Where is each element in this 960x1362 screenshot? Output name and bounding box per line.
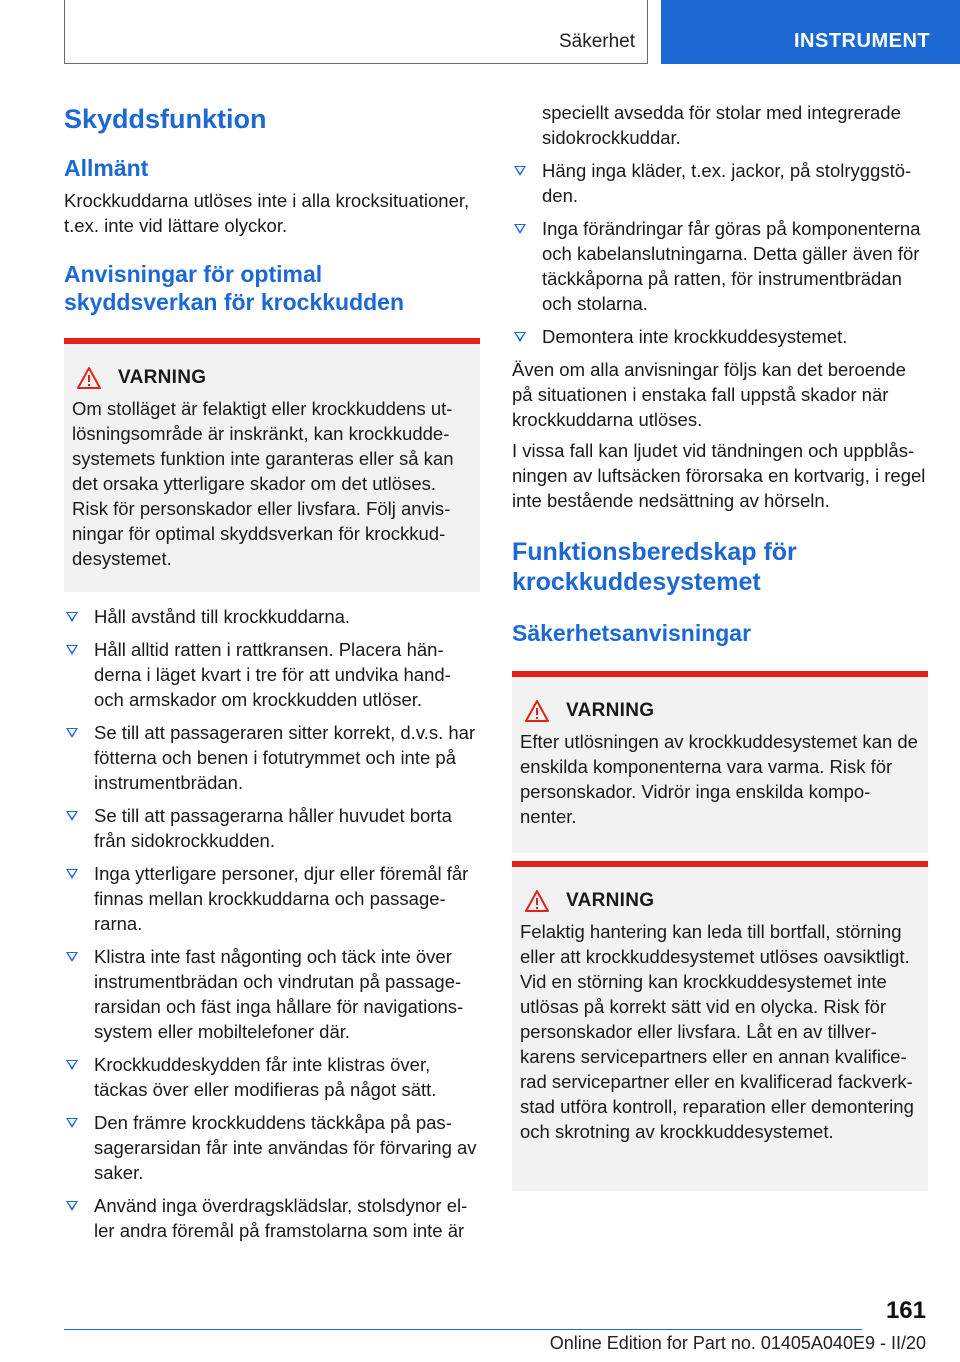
warning-box (512, 861, 928, 1191)
header-tab[interactable] (661, 0, 960, 64)
list-item: Häng inga kläder, t.ex. jackor, på stolryggstöden. (512, 158, 928, 208)
warning-text: Efter utlösningen av krockkuddesystemet kan de enskilda komponenterna vara varma. Risk för personskador. Vidrör inga enskilda komponenter. (520, 731, 918, 827)
footer-divider (64, 1329, 862, 1330)
list-item: Inga ytterligare personer, djur eller föremål får finnas mellan krockkuddarna och passagerarna. (64, 861, 480, 936)
bullet-triangle-icon (514, 166, 526, 176)
instruction-list-continued (512, 158, 928, 349)
right-column (512, 100, 928, 1191)
warning-header (520, 889, 920, 913)
subsection-title-instructions: Anvisningar för optimal skyddsverkan för krockkudden (64, 261, 405, 315)
paragraph-noise: I vissa fall kan ljudet vid tändningen och uppblåsningen av luftsäcken förorsaka en kortvarig, i regel inte bestående nedsättning av hörseln. (512, 440, 926, 511)
bullet-triangle-icon (66, 612, 78, 622)
list-item: Den främre krockkuddens täckkåpa på passagerarsidan får inte användas för förvaring av saker. (64, 1110, 480, 1185)
footer-edition: Online Edition for Part no. 01405A040E9 - II/20 (549, 1333, 926, 1353)
subsection-title-safety: Säkerhetsanvisningar (512, 620, 752, 646)
warning-triangle-icon (76, 366, 102, 390)
bullet-triangle-icon (66, 728, 78, 738)
warning-triangle-icon (524, 889, 550, 913)
list-continuation: speciellt avsedda för stolar med integrerade sidokrockkuddar. (542, 102, 901, 148)
warning-title: VARNING (566, 700, 655, 721)
header-section-box (64, 0, 648, 64)
list-item: Inga förändringar får göras på komponenterna och kabelanslutningarna. Detta gäller även för täckkåporna på ratten, för instrumentbrädan och stolarna. (512, 216, 928, 316)
warning-title: VARNING (566, 890, 655, 911)
subsection-title-general: Allmänt (64, 155, 149, 181)
list-item: Använd inga överdragsklädslar, stolsdynor eller andra föremål på framstolarna som inte är (64, 1193, 480, 1243)
list-item: Håll alltid ratten i rattkransen. Placera händerna i läget kvart i tre för att undvika hand- och armskador om krockkudden utlöser. (64, 637, 480, 712)
warning-header (72, 366, 472, 390)
warning-box (512, 671, 928, 853)
warning-text: Felaktig hantering kan leda till bortfall, störning eller att krockkuddesystemet utlöses oavsiktligt. Vid en störning kan krockkuddesystemet inte utlösas på korrekt sätt vid en olycka. Risk för personskador eller livsfara. Låt en av tillverkarens servicepartners eller en annan kvalificerad servicepartner eller en kvalificerad fackverkstad utföra kontroll, reparation eller demontering och skrotning av krockkuddesystemet. (520, 921, 914, 1142)
bullet-triangle-icon (66, 869, 78, 879)
bullet-triangle-icon (66, 1201, 78, 1211)
left-column (64, 100, 480, 1251)
warning-box (64, 338, 480, 592)
bullet-triangle-icon (66, 645, 78, 655)
paragraph-general: Krockkuddarna utlöses inte i alla krocksituationer, t.ex. inte vid lättare olyckor. (64, 190, 470, 236)
list-item: Krockkuddeskydden får inte klistras över, täckas över eller modifieras på något sätt. (64, 1052, 480, 1102)
header-section-label: Säkerhet (558, 31, 635, 52)
bullet-triangle-icon (66, 1060, 78, 1070)
list-item: Håll avstånd till krockkuddarna. (64, 604, 480, 629)
list-item: Se till att passagerarna håller huvudet borta från sidokrockkudden. (64, 803, 480, 853)
bullet-triangle-icon (66, 952, 78, 962)
page-number: 161 (885, 1297, 926, 1324)
list-item: Demontera inte krockkuddesystemet. (512, 324, 928, 349)
list-item: Klistra inte fast någonting och täck inte över instrumentbrädan och vindrutan på passagerarsidan och fäst inga hållare för navigationssystem eller mobiltelefoner där. (64, 944, 480, 1044)
warning-title: VARNING (118, 367, 207, 388)
bullet-triangle-icon (514, 332, 526, 342)
section-title-readiness: Funktionsberedskap för krockkuddesystemet (512, 538, 797, 596)
bullet-triangle-icon (514, 224, 526, 234)
header-tab-label: INSTRUMENT (794, 30, 931, 52)
warning-header (520, 699, 920, 723)
warning-triangle-icon (524, 699, 550, 723)
paragraph-even-if: Även om alla anvisningar följs kan det beroende på situationen i enstaka fall uppstå skador när krockkuddarna utlöses. (512, 359, 906, 430)
instruction-list (64, 604, 480, 1243)
warning-text: Om stolläget är felaktigt eller krockkuddens utlösningsområde är inskränkt, kan krockkuddesystemets funktion inte garanteras eller så kan det orsaka ytterligare skador om det utlöses. Risk för personskador eller livsfara. Följ anvisningar för optimal skyddsverkan för krockkuddesystemet. (72, 398, 454, 569)
list-item: Se till att passageraren sitter korrekt, d.v.s. har fötterna och benen i fotutrymmet och inte på instrumentbrädan. (64, 720, 480, 795)
bullet-triangle-icon (66, 811, 78, 821)
section-title: Skyddsfunktion (64, 104, 267, 134)
bullet-triangle-icon (66, 1118, 78, 1128)
